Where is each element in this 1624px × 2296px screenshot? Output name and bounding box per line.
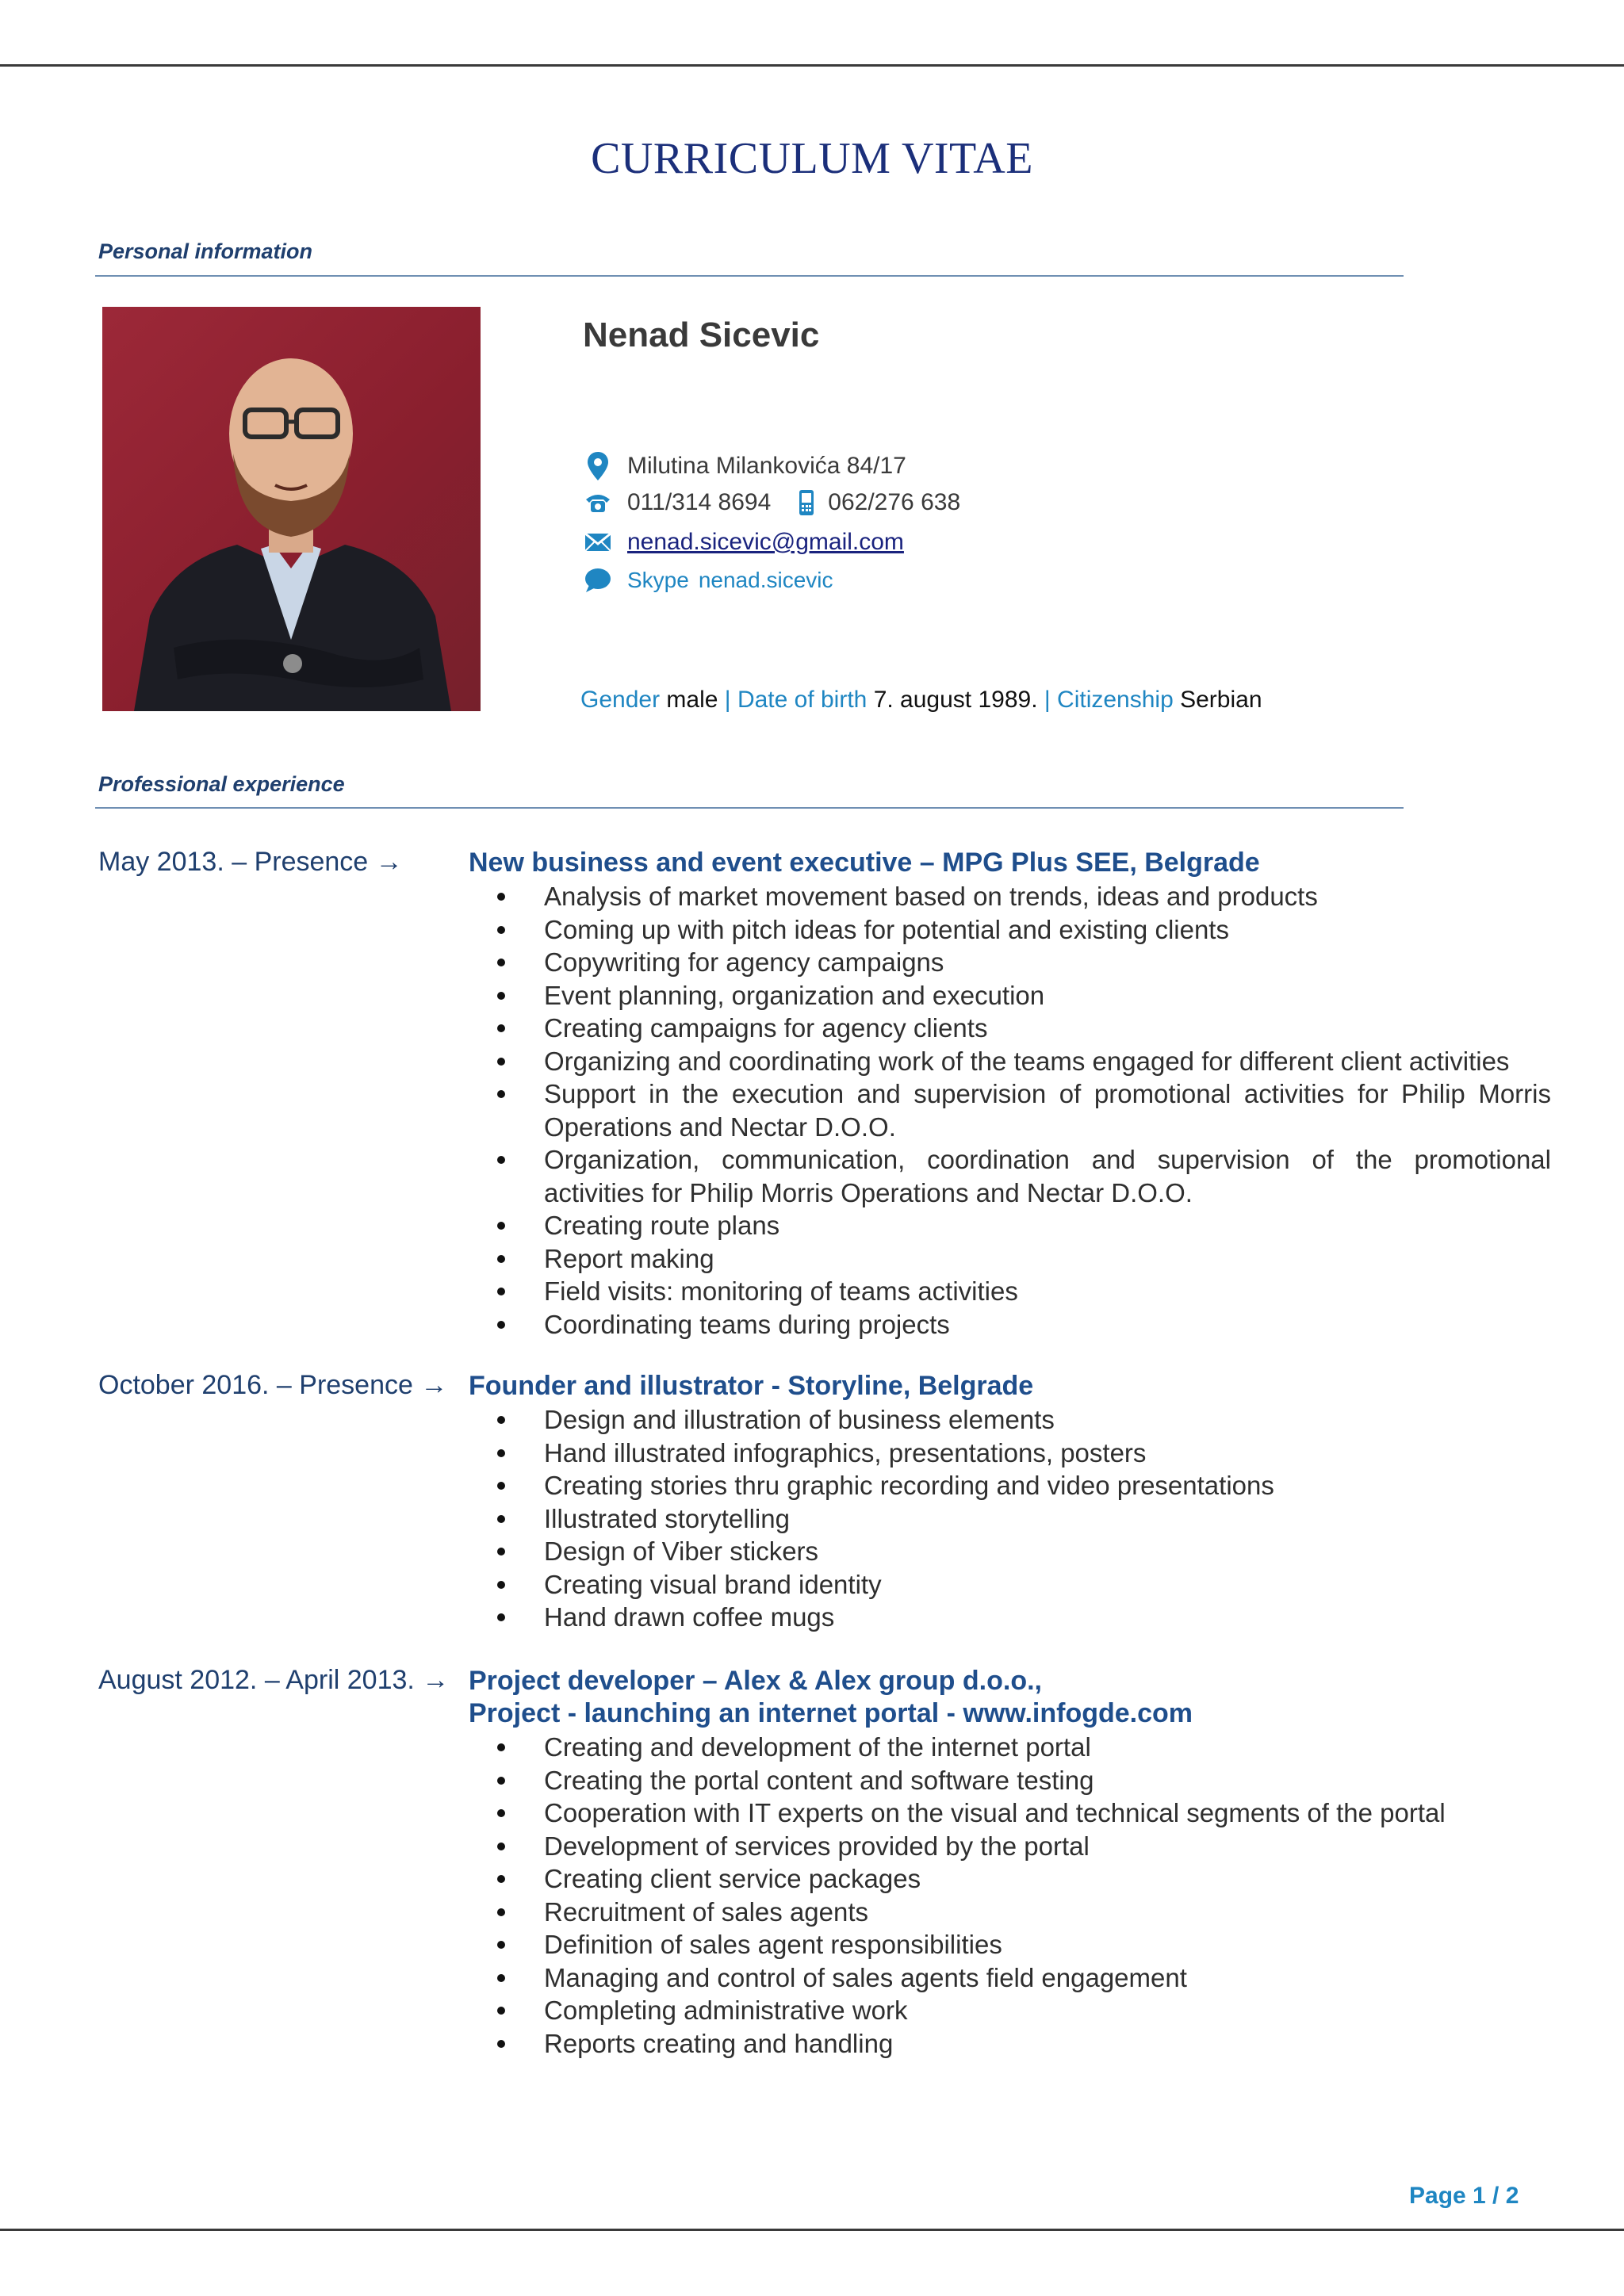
list-item: Report making xyxy=(469,1242,1551,1276)
page-number: Page 1 / 2 xyxy=(1409,2183,1519,2209)
list-item: Creating campaigns for agency clients xyxy=(469,1012,1551,1045)
location-pin-icon xyxy=(583,451,613,481)
list-item: Hand illustrated infographics, presentations, posters xyxy=(469,1437,1551,1470)
list-item: Coordinating teams during projects xyxy=(469,1308,1551,1341)
list-item: Copywriting for agency campaigns xyxy=(469,946,1551,979)
job-title: Project developer – Alex & Alex group d.o.o., xyxy=(469,1666,1042,1696)
list-item: Recruitment of sales agents xyxy=(469,1896,1551,1929)
gender-label: Gender xyxy=(580,687,661,713)
experience-section-divider xyxy=(95,807,1404,809)
list-item: Coming up with pitch ideas for potential and existing clients xyxy=(469,913,1551,947)
document-title: CURRICULUM VITAE xyxy=(591,134,1033,183)
list-item: Creating and development of the internet portal xyxy=(469,1731,1551,1764)
skype-label: Skype xyxy=(627,568,689,592)
job-project-subtitle: Project - launching an internet portal - www.infogde.com xyxy=(469,1698,1193,1728)
list-item: Managing and control of sales agents field engagement xyxy=(469,1961,1551,1995)
candidate-name: Nenad Sicevic xyxy=(583,316,820,354)
gender-value: male xyxy=(666,687,718,713)
list-item: Creating the portal content and software testing xyxy=(469,1764,1551,1797)
list-item: Organizing and coordinating work of the teams engaged for different client activities xyxy=(469,1045,1551,1078)
list-item: Design and illustration of business elements xyxy=(469,1403,1551,1437)
speech-bubble-icon xyxy=(583,565,613,595)
envelope-icon xyxy=(583,527,613,557)
list-item: Organization, communication, coordination and supervision of the promotional activities for Philip Morris Operations and Nectar D.O.O. xyxy=(469,1143,1551,1209)
phone-icon xyxy=(583,488,613,518)
list-item: Illustrated storytelling xyxy=(469,1502,1551,1536)
separator: | xyxy=(1044,687,1051,713)
job-title: Founder and illustrator - Storyline, Belgrade xyxy=(469,1371,1034,1401)
list-item: Field visits: monitoring of teams activities xyxy=(469,1275,1551,1308)
portrait-illustration xyxy=(102,307,481,711)
job-title: New business and event executive – MPG Plus SEE, Belgrade xyxy=(469,848,1260,878)
personal-information-heading: Personal information xyxy=(98,239,313,263)
list-item: Hand drawn coffee mugs xyxy=(469,1601,1551,1634)
citizenship-value: Serbian xyxy=(1180,687,1262,713)
job-date: May 2013. – Presence → xyxy=(98,847,403,877)
skype-id: nenad.sicevic xyxy=(698,568,833,592)
separator: | xyxy=(724,687,731,713)
skype-row xyxy=(583,564,833,596)
list-item: Analysis of market movement based on trends, ideas and products xyxy=(469,880,1551,913)
phone-text: 011/314 8694 xyxy=(627,489,772,515)
address-text: Milutina Milankovića 84/17 xyxy=(627,453,906,479)
list-item: Design of Viber stickers xyxy=(469,1535,1551,1568)
dob-label: Date of birth xyxy=(737,687,868,713)
list-item: Definition of sales agent responsibilities xyxy=(469,1928,1551,1961)
list-item: Creating visual brand identity xyxy=(469,1568,1551,1601)
email-link[interactable]: nenad.sicevic@gmail.com xyxy=(627,529,904,555)
list-item: Reports creating and handling xyxy=(469,2027,1551,2061)
mobile-text: 062/276 638 xyxy=(828,489,961,515)
bottom-page-rule xyxy=(0,2229,1624,2231)
list-item: Completing administrative work xyxy=(469,1994,1551,2027)
list-item: Development of services provided by the portal xyxy=(469,1830,1551,1863)
top-page-rule xyxy=(0,64,1624,67)
personal-section-divider xyxy=(95,275,1404,277)
job-date: October 2016. – Presence → xyxy=(98,1370,448,1400)
personal-details-line xyxy=(580,687,1262,714)
citizenship-label: Citizenship xyxy=(1057,687,1174,713)
job-responsibilities-list xyxy=(469,1403,1551,1634)
professional-experience-heading: Professional experience xyxy=(98,772,345,796)
list-item: Creating stories thru graphic recording and video presentations xyxy=(469,1469,1551,1502)
phone-row xyxy=(583,487,960,519)
profile-photo xyxy=(102,307,481,711)
list-item: Event planning, organization and execution xyxy=(469,979,1551,1012)
list-item: Support in the execution and supervision of promotional activities for Philip Morris Operations and Nectar D.O.O. xyxy=(469,1077,1551,1143)
dob-value: 7. august 1989. xyxy=(873,687,1038,713)
job-responsibilities-list xyxy=(469,880,1551,1341)
list-item: Creating route plans xyxy=(469,1209,1551,1242)
address-row xyxy=(583,450,906,482)
list-item: Creating client service packages xyxy=(469,1862,1551,1896)
list-item: Cooperation with IT experts on the visual and technical segments of the portal xyxy=(469,1797,1551,1830)
job-responsibilities-list xyxy=(469,1731,1551,2060)
mobile-icon xyxy=(791,488,822,518)
job-date: August 2012. – April 2013. → xyxy=(98,1665,450,1695)
job-title-block xyxy=(469,1665,1193,1730)
email-row xyxy=(583,526,904,558)
